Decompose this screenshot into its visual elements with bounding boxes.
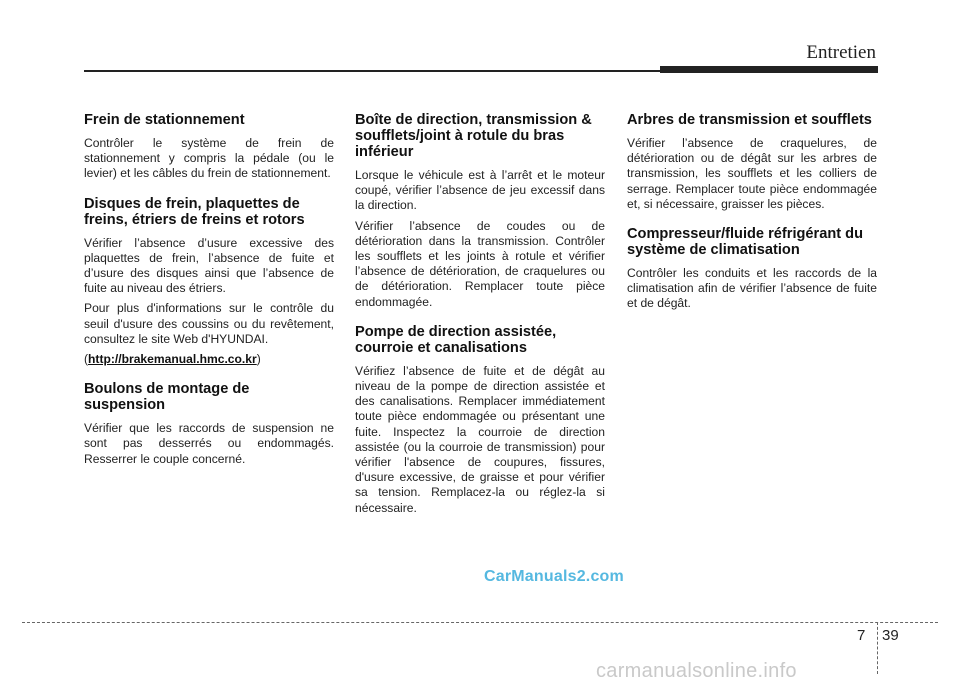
section-paragraph: Vérifier l’absence de craquelures, de détérioration ou de dégât sur les arbres de transmission, les soufflets et les colliers de serrage. Remplacer toute pièce endommagée et, si nécessaire, graisser les pièces. [627,136,877,211]
section-heading: Arbres de transmission et soufflets [627,112,872,128]
section-heading: Boulons de montage de suspension [84,381,250,414]
footer-site-watermark: carmanualsonline.info [596,660,797,682]
section-parking-brake [84,112,334,182]
column-2 [355,112,605,530]
section-paragraph: Vérifier l’absence de coudes ou de détérioration dans la transmission. Contrôler les soufflets et les joints à rotule et vérifier l’absence de détérioration, de craquelures ou de détérioration. Remplacer toute pièce endommagée. [355,218,605,309]
section-steering-box [355,112,605,310]
page-number: 39 [882,627,899,644]
header-rule [84,70,660,72]
section-paragraph: Vérifier que les raccords de suspension ne sont pas desserrés ou endommagés. Resserrer le couple concerné. [84,421,334,466]
brake-manual-link[interactable]: http://brakemanual.hmc.co.kr [88,352,257,367]
column-3 [627,112,877,326]
watermark: CarManuals2.com [484,568,624,585]
section-ac-compressor [627,226,877,312]
section-paragraph: Vérifiez l’absence de fuite et de dégât au niveau de la pompe de direction assistée et des canalisations. Remplacer immédiatement toute pièce endommagée ou présentant une fuite. Inspectez la courroie de direction assistée (ou la courroie de transmission) pour vérifier l'absence de coupures, fissures, d'usure excessive, de graisse et pour vérifier sa tension. Remplacez-la ou réglez-la si nécessaire. [355,363,605,515]
column-1 [84,112,334,481]
link-paragraph [84,352,334,367]
section-brake-discs [84,196,334,368]
link-open-paren: ( [84,352,89,367]
section-paragraph: Contrôler les conduits et les raccords de la climatisation afin de vérifier l’absence de fuite et de dégât. [627,266,877,311]
section-heading: Pompe de direction assistée, courroie et canalisations [355,323,557,356]
page-header-title: Entretien [806,42,876,63]
section-drive-shafts [627,112,877,212]
section-paragraph: Pour plus d'informations sur le contrôle du seuil d'usure des coussins ou du revêtement, consultez le site Web d'HYUNDAI. [84,301,334,346]
footer-divider [877,622,878,674]
chapter-number: 7 [857,627,866,644]
header-rule-accent [660,66,878,73]
section-heading: Frein de stationnement [84,112,245,128]
footer-rule [22,622,938,623]
section-heading: Compresseur/fluide réfrigérant du système de climatisation [627,226,863,259]
section-heading: Boîte de direction, transmission & soufflets/joint à rotule du bras inférieur [355,112,592,160]
section-paragraph: Lorsque le véhicule est à l’arrêt et le moteur coupé, vérifier l’absence de jeu excessif dans la direction. [355,168,605,213]
section-paragraph: Contrôler le système de frein de stationnement y compris la pédale (ou le levier) et les câbles du frein de stationnement. [84,136,334,181]
section-power-steering [355,324,605,516]
section-suspension-bolts [84,381,334,467]
section-paragraph: Vérifier l’absence d’usure excessive des plaquettes de frein, l’absence de fuite et d’usure des disques ainsi que l’absence de fuite au niveau des étriers. [84,235,334,296]
link-close-paren: ) [256,352,261,367]
section-heading: Disques de frein, plaquettes de freins, étriers de freins et rotors [84,195,305,228]
